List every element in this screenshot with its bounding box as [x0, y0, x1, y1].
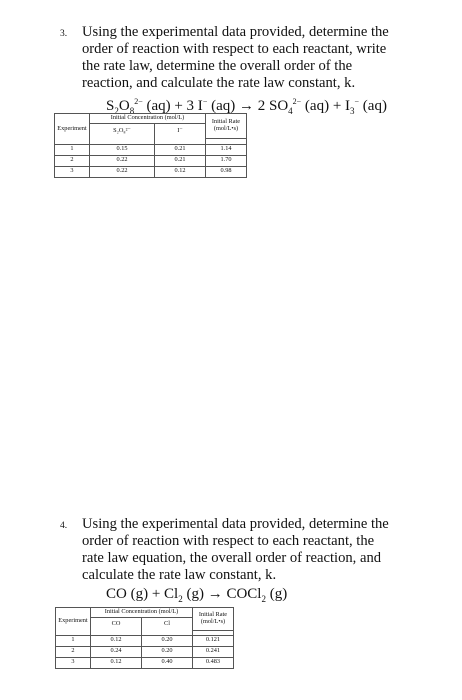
header-experiment: Experiment [55, 114, 90, 145]
species-header: Cl [142, 618, 193, 631]
table-row: 3 0.12 0.40 0.483 [56, 657, 234, 668]
species-header: I⁻ [155, 124, 206, 139]
reaction-equation-3: $S_2O_8^{2-}$ (aq) + 3 I− (aq) → 2 $SO_4^{2-}$ $(aq) + I_3^-$ (aq) [106, 97, 387, 116]
data-table-4 [55, 607, 234, 669]
data-table-3 [54, 113, 247, 178]
table-row: 2 0.22 0.21 1.70 [55, 155, 247, 166]
question-3-line: the rate law, determine the overall order of the [82, 58, 353, 74]
question-3-line: Using the experimental data provided, determine the [82, 24, 389, 40]
header-initial-concentration: Initial Concentration (mol/L) [91, 608, 193, 618]
question-4-line: calculate the rate law constant, k. [82, 567, 277, 583]
question-3-line: order of reaction with respect to each reactant, write [82, 41, 387, 57]
header-experiment: Experiment [56, 608, 91, 636]
question-4-line: Using the experimental data provided, determine the [82, 516, 389, 532]
question-3-number: 3. [60, 29, 68, 39]
table-row: 1 0.12 0.20 0.121 [56, 635, 234, 646]
header-initial-rate: Initial Rate (mol/L•s) [206, 114, 247, 139]
table-row: 1 0.15 0.21 1.14 [55, 144, 247, 155]
question-3 [60, 24, 450, 120]
header-initial-concentration: Initial Concentration (mol/L) [90, 114, 206, 124]
question-4-prompt [60, 516, 450, 584]
question-4 [60, 516, 450, 608]
question-3-line: reaction, and calculate the rate law constant, k. [82, 75, 356, 91]
header-initial-rate: Initial Rate (mol/L•s) [193, 608, 234, 631]
question-4-line: rate law equation, the overall order of reaction, and [82, 550, 382, 566]
question-4-number: 4. [60, 521, 68, 531]
reaction-equation-4: CO $(g) + Cl_2$ (g) → COCl$_2$ (g) [106, 586, 288, 604]
question-4-line: order of reaction with respect to each reactant, the [82, 533, 375, 549]
species-header: CO [91, 618, 142, 631]
species-header: S₂O₈²⁻ [90, 124, 155, 139]
table-row: 2 0.24 0.20 0.241 [56, 646, 234, 657]
question-3-prompt [60, 24, 450, 92]
table-row: 3 0.22 0.12 0.98 [55, 166, 247, 177]
